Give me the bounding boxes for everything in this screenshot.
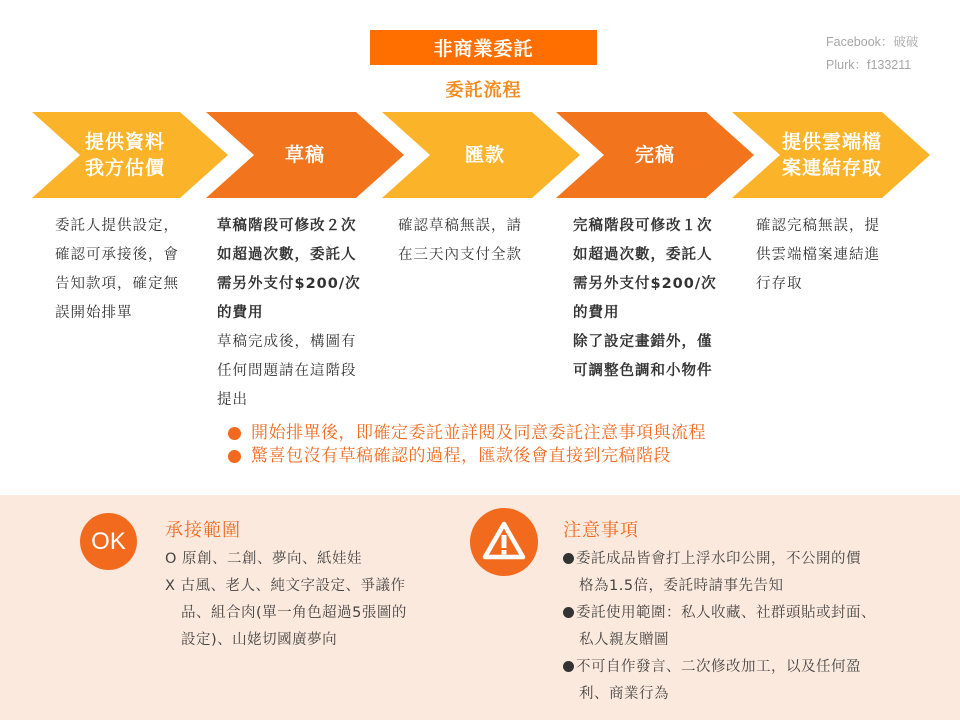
bullet-dot-icon xyxy=(563,607,574,618)
step-5-label-line2: 案連結存取 xyxy=(781,157,882,179)
step-1-label xyxy=(60,112,190,198)
caution-item xyxy=(563,654,903,681)
accept-scope-list xyxy=(165,546,455,654)
page-title: 非商業委託 xyxy=(370,30,597,65)
caution-item-text: 委託成品皆會打上浮水印公開，不公開的價 xyxy=(576,551,861,567)
accept-no-line: X 古風、老人、純文字設定、爭議作 xyxy=(165,578,406,594)
step-4-description xyxy=(573,212,738,386)
accept-scope-title: 承接範圍 xyxy=(165,520,241,541)
page-subtitle: 委託流程 xyxy=(445,80,522,101)
desc-line: 如超過次數，委託人 xyxy=(217,247,357,263)
desc-line: 確認可承接後，會 xyxy=(55,247,179,263)
caution-item xyxy=(563,600,903,627)
accept-no-line: 品、組合肉(單一角色超過5張圖的 xyxy=(181,605,407,621)
caution-list xyxy=(563,546,903,708)
desc-line: 的費用 xyxy=(573,305,620,321)
step-4-label: 完稿 xyxy=(634,144,675,166)
desc-line: 如超過次數，委託人 xyxy=(573,247,713,263)
caution-item-text: 委託使用範圍：私人收藏、社群頭貼或封面、 xyxy=(576,605,876,621)
note-item xyxy=(228,422,706,445)
bullet-dot-icon xyxy=(228,427,241,440)
caution-item-text: 不可自作發言、二次修改加工，以及任何盈 xyxy=(576,659,861,675)
caution-item-text: 利、商業行為 xyxy=(579,686,669,702)
desc-line: 確認完稿無誤，提 xyxy=(756,218,880,234)
desc-line: 可調整色調和小物件 xyxy=(573,363,713,379)
bullet-dot-icon xyxy=(563,661,574,672)
bullet-dot-icon xyxy=(563,553,574,564)
caution-item xyxy=(563,546,903,573)
desc-line: 完稿階段可修改１次 xyxy=(573,218,713,234)
desc-line: 提出 xyxy=(217,392,248,408)
desc-line: 除了設定畫錯外，僅 xyxy=(573,334,713,350)
note-item xyxy=(228,445,671,468)
caution-title: 注意事項 xyxy=(563,520,639,541)
caution-item-text: 私人親友贈圖 xyxy=(579,632,669,648)
note-text: 開始排單後，即確定委託並詳閱及同意委託注意事項與流程 xyxy=(251,423,706,443)
ok-icon: OK xyxy=(80,513,137,570)
step-5-description xyxy=(756,212,906,299)
desc-line: 草稿階段可修改２次 xyxy=(217,218,357,234)
desc-line: 委託人提供設定， xyxy=(55,218,179,234)
step-1-label-line2: 我方估價 xyxy=(84,157,165,179)
step-3-description xyxy=(398,212,548,270)
facebook-contact: Facebook：破破 xyxy=(826,35,919,49)
step-5-label-line1: 提供雲端檔 xyxy=(781,131,882,153)
step-1-description xyxy=(55,212,205,328)
step-2-description xyxy=(217,212,382,415)
accept-yes-line: O 原創、二創、夢向、紙娃娃 xyxy=(165,551,363,567)
step-5-label xyxy=(762,112,902,198)
desc-line: 需另外支付$200/次 xyxy=(573,276,717,292)
bullet-dot-icon xyxy=(228,450,241,463)
desc-line: 任何問題請在這階段 xyxy=(217,363,357,379)
step-2-label: 草稿 xyxy=(284,144,325,166)
step-3-label: 匯款 xyxy=(464,144,505,166)
note-text: 驚喜包沒有草稿確認的過程，匯款後會直接到完稿階段 xyxy=(251,446,671,466)
warning-icon xyxy=(470,508,538,576)
accept-no-line: 設定)、山姥切國廣夢向 xyxy=(181,632,338,648)
desc-line: 誤開始排單 xyxy=(55,305,133,321)
desc-line: 行存取 xyxy=(756,276,803,292)
desc-line: 供雲端檔案連結進 xyxy=(756,247,880,263)
desc-line: 的費用 xyxy=(217,305,264,321)
plurk-contact: Plurk：f133211 xyxy=(826,58,912,72)
caution-item-text: 格為1.5倍，委託時請事先告知 xyxy=(579,578,784,594)
desc-line: 在三天內支付全款 xyxy=(398,247,522,263)
desc-line: 告知款項，確定無 xyxy=(55,276,179,292)
step-1-label-line1: 提供資料 xyxy=(84,131,165,153)
desc-line: 草稿完成後，構圖有 xyxy=(217,334,357,350)
desc-line: 確認草稿無誤，請 xyxy=(398,218,522,234)
desc-line: 需另外支付$200/次 xyxy=(217,276,361,292)
